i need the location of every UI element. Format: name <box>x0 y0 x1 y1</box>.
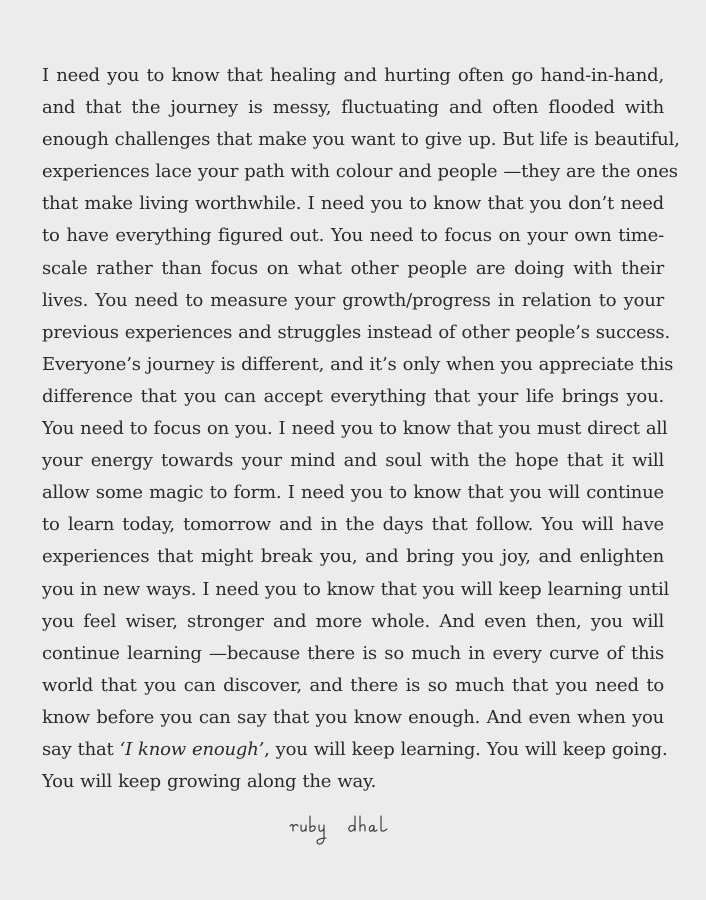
poem-line: Everyone’s journey is different, and it’s only when you appreciate this <box>42 353 674 375</box>
poem-line: continue learning —because there is so much in every curve of this <box>42 642 664 664</box>
poem-line: I need you to know that healing and hurting often go hand-in-hand, <box>42 65 664 86</box>
poem-line: You will keep growing along the way. <box>42 771 377 793</box>
poem-line-before: say that <box>42 738 120 760</box>
poem-line: difference that you can accept everything that your life brings you. <box>42 385 664 407</box>
poem-line: You need to focus on you. I need you to know that you must direct all <box>42 418 668 440</box>
poem-line: and that the journey is messy, fluctuating and often flooded with <box>42 97 664 119</box>
signature-handwriting <box>284 808 424 852</box>
poem-line: experiences that might break you, and bring you joy, and enlighten <box>42 546 664 568</box>
poem-line: scale rather than focus on what other people are doing with their <box>42 257 664 279</box>
author-signature <box>284 808 424 852</box>
poem-line-with-italic <box>42 734 668 766</box>
poem-text <box>42 60 680 798</box>
poem-line: lives. You need to measure your growth/progress in relation to your <box>42 289 664 311</box>
poem-line: previous experiences and struggles instead of other people’s success. <box>42 321 670 343</box>
poem-line: your energy towards your mind and soul with the hope that it will <box>42 450 664 472</box>
poem-line: you feel wiser, stronger and more whole. And even then, you will <box>42 610 664 632</box>
poem-line: that make living worthwhile. I need you to know that you don’t need <box>42 193 664 215</box>
poem-line: to have everything figured out. You need to focus on your own time- <box>42 225 664 247</box>
poem-line-after: , you will keep learning. You will keep going. <box>264 738 668 760</box>
poem-line: experiences lace your path with colour and people —they are the ones <box>42 161 678 183</box>
italic-phrase: ‘I know enough’ <box>119 738 265 760</box>
poem-line: allow some magic to form. I need you to know that you will continue <box>42 482 664 504</box>
poem-line: to learn today, tomorrow and in the days that follow. You will have <box>42 514 664 536</box>
poem-line: enough challenges that make you want to give up. But life is beautiful, <box>42 129 680 151</box>
poem-line: you in new ways. I need you to know that you will keep learning until <box>42 578 670 600</box>
poem-line: world that you can discover, and there is so much that you need to <box>42 674 664 696</box>
poem-line: know before you can say that you know enough. And even when you <box>42 706 664 728</box>
